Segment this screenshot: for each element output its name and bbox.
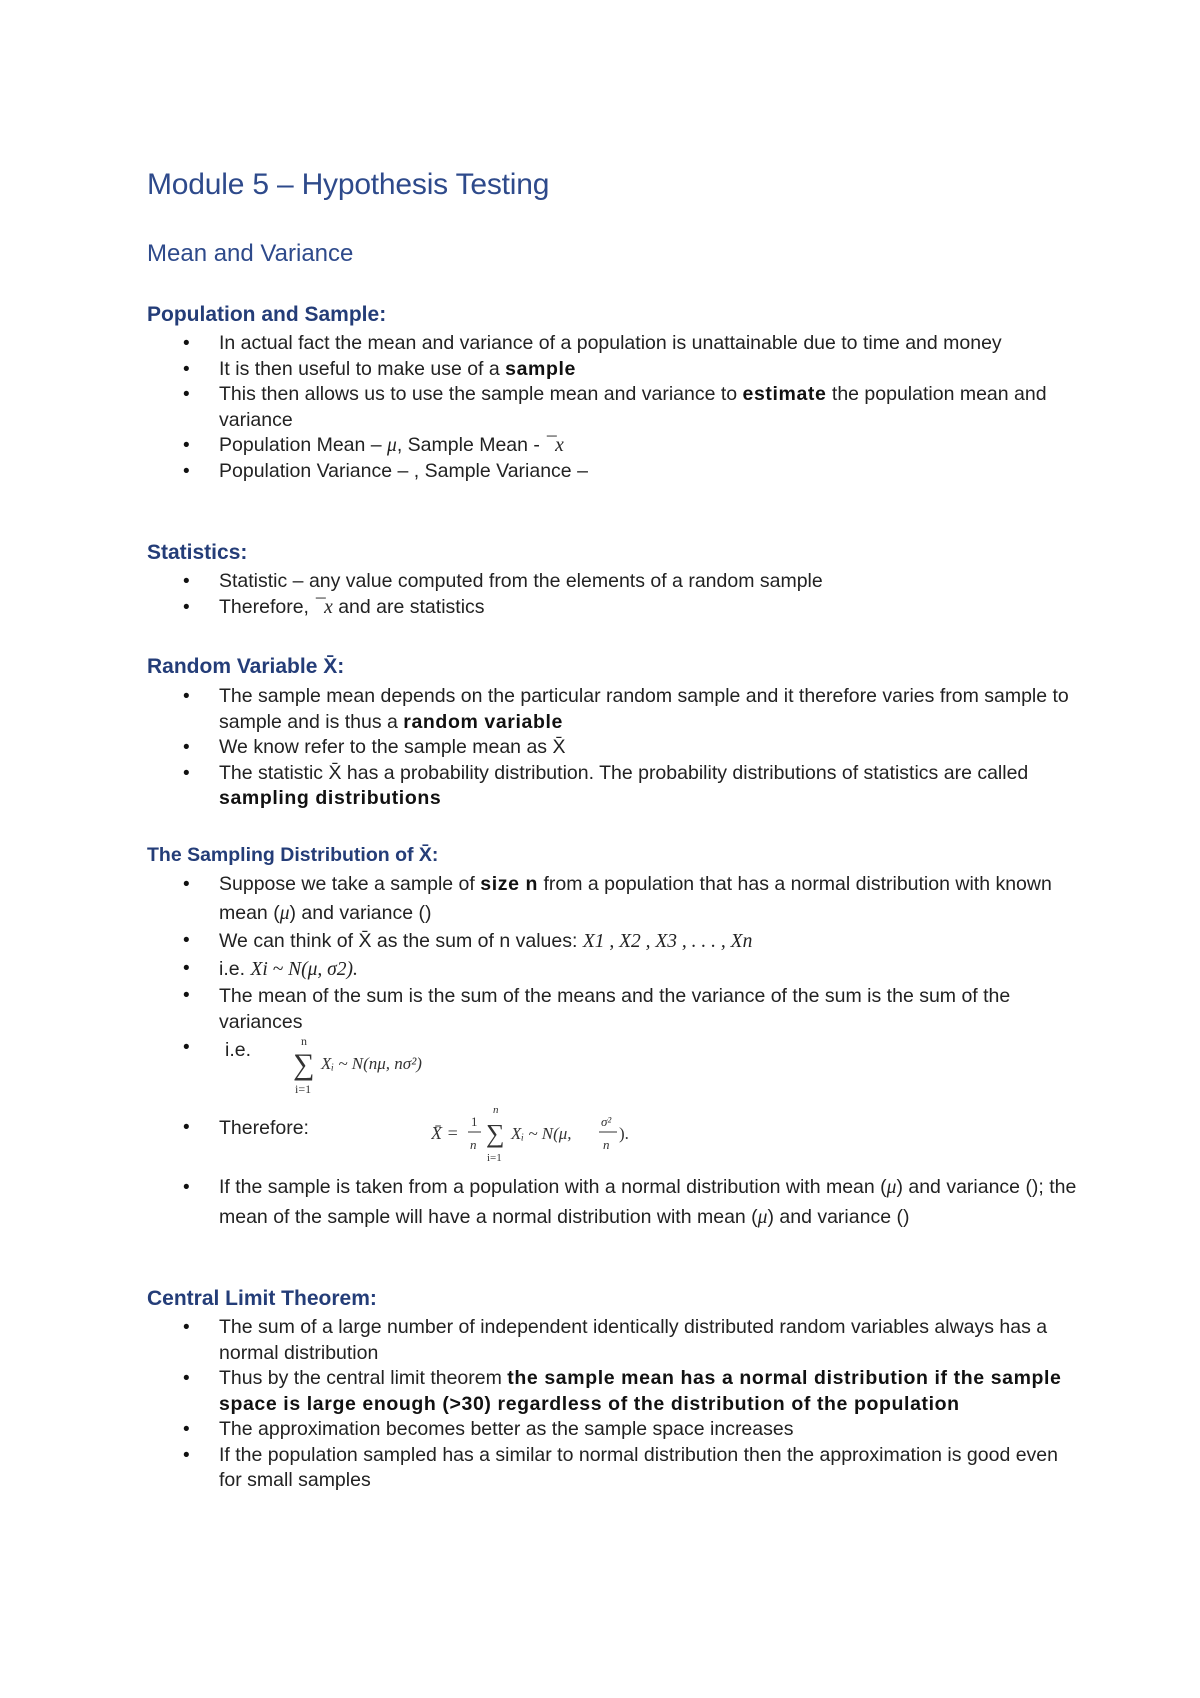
statistics-list [147, 569, 1077, 620]
page-title: Module 5 – Hypothesis Testing [147, 168, 550, 201]
list-item: • If the population sampled has a similar to normal distribution then the approximation is good even for small samples [147, 1443, 1077, 1494]
population-list [147, 331, 1077, 484]
svg-text:n: n [493, 1104, 499, 1116]
list-item: • Thus by the central limit theorem the sample mean has a normal distribution if the sample space is large enough (>30) regardless of the distribution of the population [147, 1366, 1077, 1417]
list-item: • The statistic X̄ has a probability distribution. The probability distributions of statistics are called sampling distributions [147, 761, 1077, 812]
list-item: • In actual fact the mean and variance of a population is unattainable due to time and money [147, 331, 1077, 357]
list-item: • Suppose we take a sample of size n from a population that has a normal distribution with known mean (μ) and variance () [147, 870, 1077, 928]
heading-central-limit-theorem: Central Limit Theorem: [147, 1287, 377, 1310]
svg-text:σ²: σ² [601, 1114, 612, 1129]
list-item: • i.e. n ∑ i=1 Xᵢ ~ N(nμ, nσ²) [147, 1035, 1077, 1115]
svg-text:Xᵢ ~ N(nμ, nσ²): Xᵢ ~ N(nμ, nσ²) [321, 1054, 422, 1073]
sum-formula [293, 1033, 493, 1097]
svg-text:n: n [603, 1137, 610, 1152]
list-item: • Statistic – any value computed from the elements of a random sample [147, 569, 1077, 595]
list-item: • The mean of the sum is the sum of the means and the variance of the sum is the sum of the variances [147, 983, 1077, 1035]
list-item: • If the sample is taken from a population with a normal distribution with mean (μ) and variance (); the mean of the sample will have a normal distribution with mean (μ) and variance () [147, 1173, 1077, 1232]
list-item: • i.e. Xi ~ N(μ, σ2). [147, 956, 1077, 984]
svg-text:i=1: i=1 [295, 1082, 312, 1096]
svg-text:∑: ∑ [293, 1048, 315, 1081]
clt-list [147, 1315, 1077, 1494]
list-item: • Therefore: X̄ = 1 n n ∑ i=1 Xᵢ ~ N(μ, σ² n ). [147, 1115, 1077, 1173]
list-item: • The sample mean depends on the particular random sample and it therefore varies from sample to sample and is thus a random variable [147, 684, 1077, 735]
svg-text:i=1: i=1 [487, 1152, 502, 1164]
list-item: • Population Mean – μ, Sample Mean - ¯x [147, 433, 1077, 459]
heading-population-sample: Population and Sample: [147, 303, 387, 326]
list-item: • This then allows us to use the sample mean and variance to estimate the population mean and variance [147, 382, 1077, 433]
list-item: • The sum of a large number of independent identically distributed random variables always has a normal distribution [147, 1315, 1077, 1366]
section-title: Mean and Variance [147, 240, 354, 267]
svg-text:1: 1 [471, 1114, 478, 1129]
sample-mean-formula [431, 1101, 661, 1167]
list-item: • Population Variance – , Sample Variance – [147, 459, 1077, 485]
svg-text:Xᵢ ~ N(μ,: Xᵢ ~ N(μ, [511, 1124, 572, 1143]
list-item: • We can think of X̄ as the sum of n values: X1 , X2 , X3 , . . . , Xn [147, 928, 1077, 956]
svg-text:X̄ =: X̄ = [431, 1123, 459, 1143]
list-item: • The approximation becomes better as the sample space increases [147, 1417, 1077, 1443]
list-item: • We know refer to the sample mean as X̄ [147, 735, 1077, 761]
svg-text:n: n [301, 1034, 307, 1048]
list-item: • It is then useful to make use of a sample [147, 357, 1077, 383]
svg-text:n: n [470, 1137, 477, 1152]
heading-statistics: Statistics: [147, 541, 248, 564]
heading-random-variable: Random Variable X̄: [147, 655, 345, 678]
svg-text:∑: ∑ [486, 1119, 505, 1148]
heading-sampling-distribution: The Sampling Distribution of X̄: [147, 844, 439, 866]
list-item: • Therefore, ¯x and are statistics [147, 595, 1077, 621]
random-variable-list [147, 684, 1077, 812]
svg-text:).: ). [619, 1124, 629, 1143]
sampling-list [147, 870, 1077, 1232]
